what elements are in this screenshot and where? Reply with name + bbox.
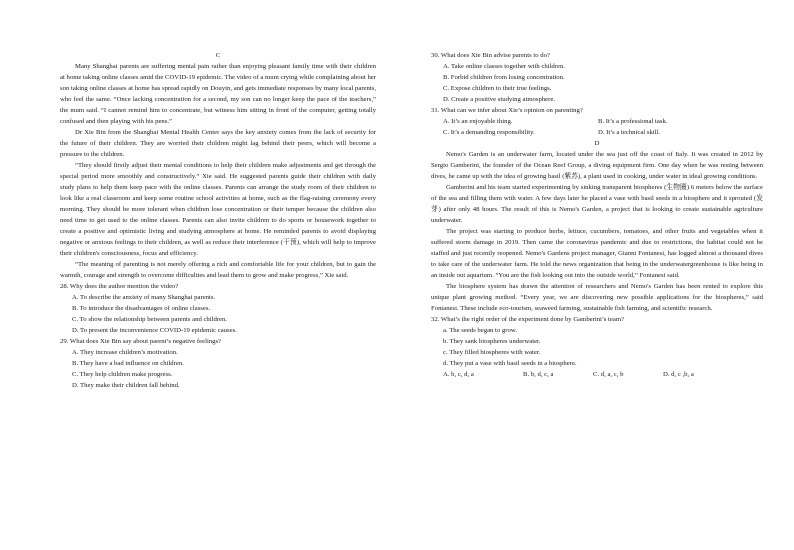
passage-d-paragraph-2: Gamberini and his team started experimenting by sinking transparent biospheres (生物圈) 6 meters below the surface of the sea and filling them with water. A few days later he placed a vase with basil seeds in a biosphere and it sprouted (发芽) after only 48 hours. The result of this is Nemo's Garden, a project that is looking to create sustainable agriculture underwater. xyxy=(431,184,763,224)
passage-c-paragraph-4: “The meaning of parenting is not merely offering a rich and comfortable life for your children, but to gain the warmth, courage and strength to overcome difficulties and lead them to grow and make progress,” Xie said. xyxy=(60,261,376,279)
question-31-option-a: A. It’s an enjoyable thing. xyxy=(443,118,513,125)
question-32-item-a: a. The seeds began to grow. xyxy=(443,327,517,334)
question-32-item-d: d. They put a vase with basil seeds in a biosphere. xyxy=(443,360,577,367)
question-31-option-d: D. It’s a technical skill. xyxy=(598,129,661,136)
question-29-option-b: B. They have a bad influence on children. xyxy=(72,360,184,367)
question-31-stem: 31. What can we infer about Xie’s opinion on parenting? xyxy=(431,107,583,114)
passage-d-paragraph-1: Nemo's Garden is an underwater farm, located under the sea just off the coast of Italy. It was created in 2012 by Sergio Gamberini, the founder of the Ocean Reef Group, a diving equipment firm. One day when he was resting between dives, he came up with the idea of growing basil (紫苏), a plant used in cooking, under water in ideal growing conditions. xyxy=(431,151,763,180)
passage-c-paragraph-2: Dr Xie Bin from the Shanghai Mental Health Center says the key anxiety comes from the lack of security for the future of their children. They are worried their children might lag behind their peers, which will become a pressure to the children. xyxy=(60,129,376,158)
question-30-option-a: A. Take online classes together with children. xyxy=(443,63,565,70)
question-31-options xyxy=(431,116,763,138)
question-32-item-c: c. They filled biospheres with water. xyxy=(443,349,541,356)
question-30-stem: 30. What does Xie Bin advise parents to do? xyxy=(431,52,550,59)
question-29-option-c: C. They help children make progress. xyxy=(72,371,173,378)
question-32-options xyxy=(431,369,763,380)
passage-d-heading: D xyxy=(594,140,600,147)
question-29-stem: 29. What does Xie Bin say about parent’s negative feelings? xyxy=(60,338,222,345)
question-29-option-d: D. They make their children fall behind. xyxy=(72,382,180,389)
passage-d-paragraph-3: The project was starting to produce herbs, lettuce, cucumbers, tomatoes, and other fruits and vegetables when it suffered storm damage in 2019. Then came the coronavirus pandemic and due to restrictions, the habitat could not be staffed and just recently reopened. Nemo's Gardens project manager, Gianni Fontanesi, has logged almost a thousand dives to take care of the underwater farm. He told the news organization that being in the underwatergreenhouse is like being in an inside out aquarium. “You are the fish looking out into the outside world,” Fontanesi said. xyxy=(431,228,763,279)
passage-c-paragraph-1: Many Shanghai parents are suffering mental pain rather than enjoying pleasant family time with their children at home taking online classes amid the COVID-19 epidemic. The video of a mum crying while complaining about her son taking online classes at home has spread rapidly on Douyin, and gets immediate responses by many local parents, who feel the same. “Once lacking concentration for a second, my son can no longer keep the pace of the teachers,” the mum said. “I cannot remind him to concentrate, but witness him sitting in front of the computer, getting totally confused and then playing with his pens.” xyxy=(60,63,376,125)
question-32-option-d: D. d, c ,b, a xyxy=(663,371,694,378)
question-32-option-c: C. d, a, c, b xyxy=(593,371,624,378)
passage-c-heading: C xyxy=(215,52,221,59)
left-column xyxy=(60,50,376,391)
question-32-item-b: b. They sank biospheres underwater. xyxy=(443,338,541,345)
question-28-option-a: A. To describe the anxiety of many Shanghai parents. xyxy=(72,294,216,301)
question-28-option-d: D. To present the inconvenience COVID-19 epidemic causes. xyxy=(72,327,237,334)
question-30-option-c: C. Expose children to their true feelings. xyxy=(443,85,552,92)
question-28-option-c: C. To show the relationship between parents and children. xyxy=(72,316,228,323)
question-32-option-a: A. b, c, d, a xyxy=(443,371,474,378)
question-30-option-d: D. Create a positive studying atmosphere. xyxy=(443,96,555,103)
question-32-stem: 32. What’s the right order of the experiment done by Gamberini’s team? xyxy=(431,316,625,323)
question-28-stem: 28. Why does the author mention the video? xyxy=(60,283,179,290)
question-31-option-b: B. It’s a professional task. xyxy=(598,118,668,125)
question-28-option-b: B. To introduce the disadvantages of online classes. xyxy=(72,305,211,312)
question-31-option-c: C. It’s a demanding responsibility. xyxy=(443,129,535,136)
question-30-option-b: B. Forbid children from losing concentration. xyxy=(443,74,565,81)
question-29-option-a: A. They increase children’s motivation. xyxy=(72,349,178,356)
right-column xyxy=(431,50,763,380)
passage-d-paragraph-4: The biosphere system has drawn the attention of researchers and Nemo's Garden has been rented to explore this unique plant growing method. “Every year, we are discovering new possible applications for the biospheres,” said Fontanesi. These include eco-tourism, seaweed farming, sustainable fish farming, and scientific research. xyxy=(431,283,763,312)
question-32-option-b: B. b, d, c, a xyxy=(523,371,554,378)
passage-c-paragraph-3: “They should firstly adjust their mental conditions to help their children make adjustments and get through the special period more smoothly and constructively.” Xie said. He suggested parents guide their children with daily study plans to help them keep pace with the online classes. Parents can arrange the study room of their children to look like a real classroom and keep some routine school activities at home, such as the flag-raising ceremony every morning. They should be more tolerant when children lose concentration or their temper because the children also need time to get used to the online classes. Parents can also invite children to do sports or housework together to create a positive and optimistic living and studying atmosphere at home. He reminded parents to avoid displaying negative or anxious feelings to their children, as well as reduce their interference (干预), which will help to improve their children's consciousness, focus and efficiency. xyxy=(60,162,376,257)
